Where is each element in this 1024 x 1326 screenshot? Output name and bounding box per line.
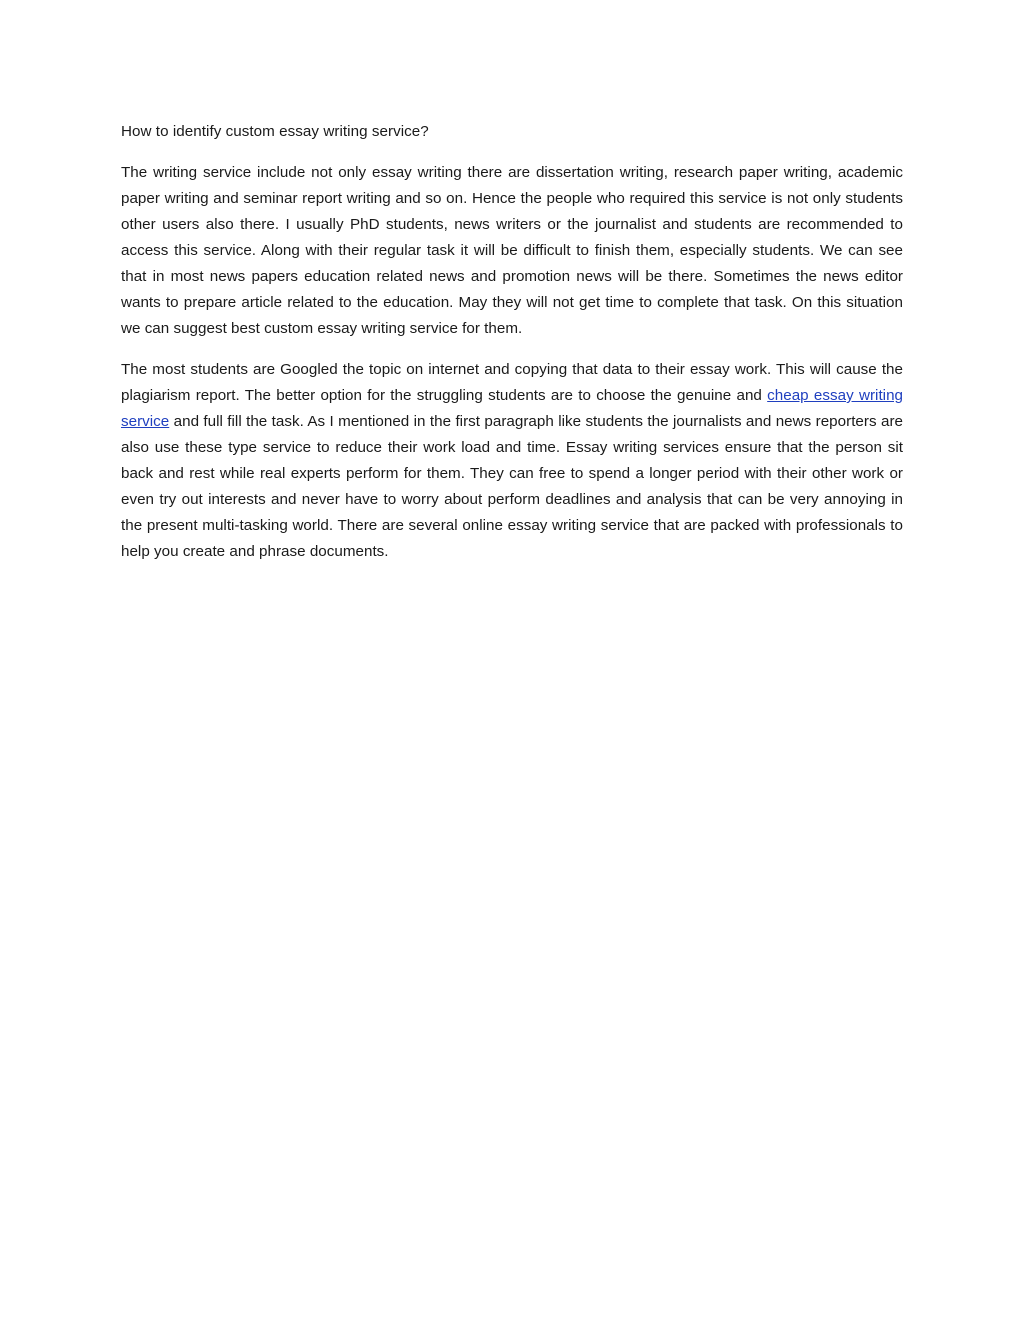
paragraph-2-text-before-link: The most students are Googled the topic on internet and copying that data to their essay work. This will cause the plagiarism report. The better option for the struggling students are to choose the genuine and (121, 361, 903, 404)
cheap-essay-writing-service-link[interactable]: cheap essay writing service (121, 387, 904, 430)
paragraph-1: The writing service include not only essay writing there are dissertation writing, research paper writing, academic paper writing and seminar report writing and so on. Hence the people who required this service is not only students other users also there. I usually PhD students, news writers or the journalist and students are recommended to access this service. Along with their regular task it will be difficult to finish them, especially students. We can see that in most news papers education related news and promotion news will be there. Sometimes the news editor wants to prepare article related to the education. May they will not get time to complete that task. On this situation we can suggest best custom essay writing service for them. (121, 164, 903, 337)
paragraph-2-text-after-link: and full fill the task. As I mentioned in the first paragraph like students the journalists and news reporters are also use these type service to reduce their work load and time. Essay writing services ensure that the person sit back and rest while real experts perform for them. They can free to spend a longer period with their other work or even try out interests and never have to worry about perform deadlines and analysis that can be very annoying in the present multi-tasking world. There are several online essay writing service that are packed with professionals to help you create and phrase documents. (121, 413, 903, 560)
document-body (121, 119, 903, 580)
paragraph-2 (121, 357, 903, 565)
document-title: How to identify custom essay writing service? (121, 123, 429, 140)
